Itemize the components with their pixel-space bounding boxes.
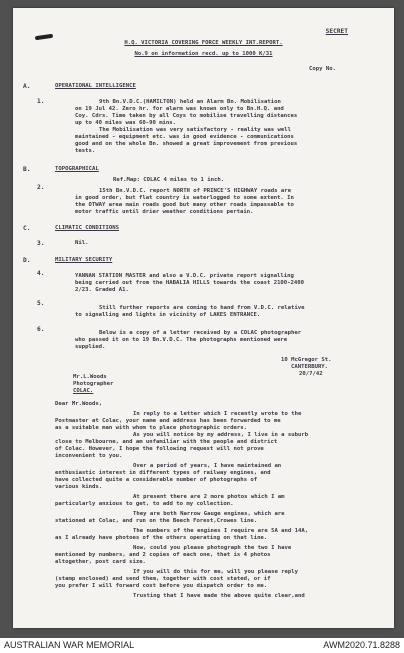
para1-line: The Mobilisation was very satisfactory - reality was well [99, 127, 291, 133]
letter-line: as a suitable man with whom to place photographic orders. [55, 425, 247, 431]
letter-line: various kinds. [55, 484, 103, 490]
sender-address-line: CANTERBURY. [291, 364, 329, 370]
para2-line: the OTWAY area main roads good but many other roads impassable to [75, 202, 294, 208]
recipient-line: Photographer [73, 381, 114, 387]
salutation: Dear Mr.Woods, [55, 401, 103, 407]
para4-line: being carried out from the HABALIA HILLS towards the coast 2100-2400 [75, 280, 305, 286]
report-subtitle: No.9 on information recd. up to 1000 K/31 [134, 51, 273, 57]
section-letter: B. [23, 166, 31, 173]
section-letter: A. [23, 83, 31, 90]
section-letter: D. [23, 257, 31, 264]
paragraph-number: 3. [37, 240, 45, 247]
letter-line: close to Melbourne, and am unfamiliar with the people and district [55, 439, 278, 445]
letter-line: of Colac. However, I hope the following request will not prove [55, 446, 264, 452]
section-heading: TOPOGRAPHICAL [55, 166, 99, 172]
recipient-line: Mr.L.Woods [73, 374, 107, 380]
letter-line: stationed at Colac, and run on the Beech Forest,Crowes line. [55, 518, 258, 524]
letter-line: enthusiastic interest in different types of railway engines, and [55, 470, 271, 476]
para6-line: supplied. [75, 344, 106, 350]
para2-line: motor traffic until drier weather conditions pertain. [75, 209, 254, 215]
para2-line: in good order, but flat country is waterlogged to some extent. In [75, 195, 294, 201]
letter-line: as I already have photoes of the others operating on that line. [55, 535, 268, 541]
para3-text: Nil. [75, 240, 89, 246]
archive-footer [0, 638, 404, 653]
footer-accession-number: AWM2020.71.8288 [323, 640, 400, 650]
para6-line: who passed it on to 19 Bn.V.D.C. The photographs mentioned were [75, 337, 288, 343]
copy-number: Copy No. [309, 66, 336, 72]
letter-line: Over a period of years, I have maintained an [133, 463, 282, 469]
letter-line: Now, could you please photograph the two I have [133, 545, 292, 551]
letter-line: inconvenient to you. [55, 453, 123, 459]
letter-line: If you will do this for me, will you please reply [133, 569, 299, 575]
letter-line: have collected quite a considerable number of photographs of [55, 477, 258, 483]
recipient-line: COLAC. [73, 388, 94, 394]
paragraph-number: 1. [37, 98, 45, 105]
letter-line: At present there are 2 more photos which I am [133, 494, 285, 500]
paragraph-number: 6. [37, 326, 45, 333]
para1-line: good and on the whole Bn. showed a great improvement from previous [75, 141, 298, 147]
para4-line: 2/23. Graded A1. [75, 287, 129, 293]
para2-line: 15th Bn.V.D.C. report NORTH of PRINCE'S HIGHWAY roads are [99, 188, 291, 194]
classification-stamp: SECRET [325, 28, 348, 35]
letter-line: (stamp enclosed) and send them, together with cost stated, or if [55, 576, 271, 582]
para1-line: 9th Bn.V.D.C.(HAMILTON) held an Alarm Bn. Mobilisation [99, 99, 281, 105]
letter-line: you prefer I will forward cost before you dispatch order to me. [55, 583, 268, 589]
section-letter: C. [23, 225, 31, 232]
section-heading: OPERATIONAL INTELLIGENCE [55, 83, 136, 89]
para5-line: Still further reports are coming to hand from V.D.C. relative [99, 305, 305, 311]
letter-line: mentioned by numbers, and 2 copies of each one, that is 4 photos [55, 552, 271, 558]
letter-line: particularly anxious to get, to add to my collection. [55, 501, 234, 507]
para4-line: YANNAN STATION MASTER and also a V.D.C. private report signalling [75, 273, 294, 279]
section-heading: MILITARY SECURITY [55, 257, 113, 263]
letter-line: Postmaster at Colac, your name and address has been forwarded to me [55, 418, 281, 424]
para1-line: maintained - equipment etc. was in good evidence - communications [75, 134, 294, 140]
letter-date: 20/7/42 [299, 371, 323, 377]
reference-map: Ref.Map: COLAC 4 miles to 1 inch. [113, 177, 225, 183]
section-heading: CLIMATIC CONDITIONS [55, 225, 119, 231]
para1-line: up to 40 miles was 60-90 mins. [75, 120, 177, 126]
para6-line: Below is a copy of a letter received by a COLAC photographer [99, 330, 302, 336]
para5-line: to signalling and lights in vicinity of LAKES ENTRANCE. [75, 312, 261, 318]
paragraph-number: 2. [37, 184, 45, 191]
para1-line: Coy. Cdrs. Time taken by all Coys to mobilise travelling distances [75, 113, 298, 119]
report-title: H.Q. VICTORIA COVERING FORCE WEEKLY INT.REPORT. [124, 40, 283, 46]
letter-line: They are both Narrow Gauge engines, which are [133, 511, 285, 517]
sender-address-line: 10 McGregor St. [281, 357, 332, 363]
footer-institution: AUSTRALIAN WAR MEMORIAL [4, 640, 135, 650]
letter-line: Trusting that I have made the above quite clear,and [133, 593, 305, 599]
letter-line: As you will notice by my address, I live in a suburb [133, 432, 309, 438]
document-page [13, 8, 394, 628]
para1-line: on 19 Jul 42. Zero hr. for alarm was known only to Bn.H.Q. and [75, 106, 284, 112]
letter-line: altogether, post card size. [55, 559, 146, 565]
letter-line: The numbers of the engines I require are 5A and 14A, [133, 528, 309, 534]
para1-line: tests. [75, 148, 96, 154]
letter-line: In reply to a letter which I recently wrote to the [133, 411, 302, 417]
paragraph-number: 4. [37, 270, 45, 277]
paragraph-number: 5. [37, 300, 45, 307]
